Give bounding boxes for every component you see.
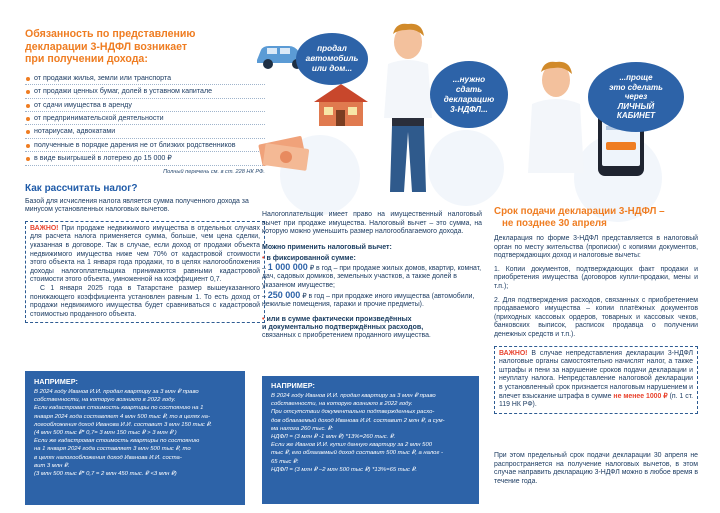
example-line: 65 тыс ₽:: [271, 458, 299, 465]
bubble-line: ...нужно: [452, 74, 486, 84]
example-line: (3 млн 500 тыс ₽* 0,7 = 2 млн 450 тыс. ₽ <3 млн ₽): [34, 471, 177, 478]
example-line: дов облагаемый доход Иванова И.И. составит 2 млн ₽, а сум-: [271, 417, 445, 424]
calc-text: Базой для исчисления налога является сумма полученного дохода за минусом установленных налоговых вычетов.: [25, 197, 249, 214]
bubble-line: или дом...: [311, 64, 353, 73]
bubble-line: ...проще: [619, 73, 653, 83]
deadline-intro: Декларация по форме 3-НДФЛ представляется в налоговый орган по месту жительства (прописки) с копиями документов, подтверждающих доход и налоговые вычеты:: [494, 235, 698, 260]
actual-text: связанных с приобретением проданного имущества.: [262, 331, 431, 339]
final-text: При этом предельный срок подачи декларации 30 апреля не распространяется на получение налоговых вычетов, в этом случае направить декларацию 3-НДФЛ можно в любое время в течение года.: [494, 452, 698, 485]
example-line: на 1 января 2024 года составляет 3 млн 500 тыс ₽, то: [34, 446, 191, 453]
list-item: в виде выигрышей в лотерею до 15 000 ₽: [25, 152, 265, 165]
deduction-question: Можно применить налоговый вычет:: [262, 243, 392, 251]
bubble-line: КАБИНЕТ: [616, 111, 656, 121]
speech-bubble-cabinet: [588, 62, 684, 132]
bullet-dot: •: [262, 253, 267, 262]
example-line: В 2024 году Иванов И.И. продал квартиру за 3 млн ₽ право: [34, 389, 199, 395]
example-line: Если кадастровая стоимость квартиры по состоянию на 1: [34, 405, 204, 412]
document-item-2: 2. Для подтверждения расходов, связанных с приобретением продаваемого имущества – копии платёжных документов (приходных кассовых ордеров, товарных и кассовых чеков, банковских выписок, расписок продавца о получении денежных средств и т.п.).: [494, 296, 698, 338]
example-line: собственности, на которую возникло в 2022 году.: [34, 397, 176, 404]
bubble-line: продал: [317, 44, 347, 53]
house-illustration: [310, 82, 372, 128]
bubble-line: это сделать: [609, 82, 663, 92]
right-column: [494, 206, 698, 414]
example-line: В 2024 году Иванов И.И. продал квартиру за 3 млн ₽ право: [271, 393, 436, 399]
example-line: тыс ₽, его облагаемый доход составит 500 тыс ₽, а налог -: [271, 450, 443, 457]
warning-label: ВАЖНО!: [30, 224, 59, 232]
warning-label: ВАЖНО!: [499, 349, 528, 357]
left-column: [25, 28, 265, 323]
example-line: НДФЛ = (3 млн ₽ –2 млн 500 тыс ₽) *13%=65 тыс ₽.: [271, 466, 417, 473]
warning-paragraph: [499, 350, 693, 410]
bullet-dot: •: [262, 314, 267, 323]
list-item: от предпринимательской деятельности: [25, 112, 265, 125]
calc-heading: Как рассчитать налог?: [25, 182, 138, 194]
example-title: НАПРИМЕР:: [271, 381, 315, 390]
list-item: от продажи жилья, земли или транспорта: [25, 72, 265, 85]
example-box-middle: [262, 376, 479, 504]
warning-text-2: С 1 января 2025 года в Татарстане размер вышеуказанного понижающего коэффициента установлен равным 1. То есть доход от продажи недвижимого имущества будет сравниваться с кадастровой стоимостью проданного объекта.: [30, 284, 260, 318]
amount-text: ₽ в год – при продаже иного имущества (автомобили, нежилые помещения, гаражи и прочие предметы).: [262, 292, 475, 309]
fine-amount: не менее 1000 ₽: [613, 392, 668, 400]
warning-tail: (п. 1 ст. 119 НК РФ).: [499, 392, 693, 409]
actual-heading-line: и документально подтверждённых расходов,: [262, 322, 424, 331]
obligation-title-line: при получении дохода:: [25, 53, 148, 66]
footnote: Полный перечень см. в ст. 228 НК РФ.: [163, 168, 265, 175]
example-line: собственности, на которую возникло в 2022 году.: [271, 401, 413, 408]
bubble-line: через: [624, 92, 648, 102]
fixed-heading: [262, 254, 482, 262]
middle-column: [262, 211, 482, 340]
fixed-heading-text: в фиксированной сумме:: [266, 253, 356, 262]
amount-value: 250 000: [267, 289, 301, 300]
fixed-amount-2: – 250 000 ₽ в год – при продаже иного имущества (автомобили, нежилые помещения, гаражи и прочие предметы).: [262, 289, 475, 309]
obligation-title: [25, 28, 265, 66]
example-line: логообложения доход Иванова И.И. составит 3 млн 150 тыс ₽.: [34, 421, 212, 428]
obligation-title-line: декларации 3-НДФЛ возникает: [25, 40, 188, 53]
warning-text: В случае непредставления декларации 3-НДФЛ налоговые органы самостоятельно начислят налог, а также штрафы и пени за нарушение сроков подачи декларации и неуплату налога. Непредставление налоговой декларации в установленный срок признается налоговым нарушением и влечет взыскание штрафа в сумме: [499, 349, 693, 400]
document-item-1: 1. Копии документов, подтверждающих факт продажи и приобретения имущества (договоров купли-продажи, мены и т.п.);: [494, 265, 698, 290]
actual-heading-line: или в сумме фактически произведённых: [266, 314, 412, 323]
obligation-title-line: Обязанность по представлению: [25, 28, 196, 40]
income-sources-list: [25, 72, 265, 166]
list-item: нотариусам, адвокатами: [25, 125, 265, 138]
speech-bubble-sold: [296, 33, 368, 85]
deduction-intro: Налогоплательщик имеет право на имущественный налоговый вычет при продаже имущества. Налоговый вычет – это сумма, на которую можно уменьшить размер налогооблагаемого дохода.: [262, 211, 482, 236]
example-line: января 2024 года составляет 4 млн 500 тыс ₽, то в целях на-: [34, 413, 210, 420]
warning-box: [25, 221, 265, 324]
person-figure-2: [526, 58, 586, 173]
example-box-left: [25, 371, 245, 505]
money-illustration: [258, 130, 310, 174]
list-item: от продажи ценных бумаг, долей в уставном капитале: [25, 85, 265, 98]
amount-value: 1 000 000: [267, 261, 308, 272]
example-line: вит 3 млн ₽.: [34, 462, 70, 469]
example-line: (4 млн 500 тыс ₽* 0,7= 3 млн 150 тыс ₽ > 3 млн ₽ ): [34, 430, 177, 437]
warning-box-right: [494, 346, 698, 414]
deadline-heading: [494, 206, 698, 229]
deadline-line: не позднее 30 апреля: [502, 217, 607, 229]
amount-text: ₽ в год – при продаже жилых домов, квартир, комнат, дач, садовых домиков, земельных участков, а также долей в указанном имуществе;: [262, 264, 482, 289]
list-item: от сдачи имущества в аренду: [25, 99, 265, 112]
example-line: НДФЛ = (3 млн ₽ -1 млн ₽) *13%=260 тыс. ₽.: [271, 434, 396, 441]
example-line: Если же кадастровая стоимость квартиры по состоянию: [34, 438, 200, 445]
list-item: полученные в порядке дарения не от близких родственников: [25, 139, 265, 152]
example-title: НАПРИМЕР:: [34, 377, 78, 386]
final-note: [494, 452, 698, 486]
bubble-line: автомобиль: [305, 54, 359, 63]
warning-text: При продаже недвижимого имущества в отдельных случаях для расчета налога применяется сумма, больше, чем цена сделки, указанная в договоре. Так в случае, если доход от продажи объекта недвижимого имущества ниже чем 70% от кадастровой стоимости этого объекта на 1 января года продажи, то в целях налогообложения доходы налогоплательщика принимаются равными кадастровой стоимости этого объекта, умноженной на коэффициент 0,7.: [30, 224, 260, 284]
bubble-line: 3-НДФЛ...: [450, 104, 488, 114]
fixed-amount-1: – 1 000 000 ₽ в год – при продаже жилых домов, квартир, комнат, дач, садовых домиков, земельных участков, а также долей в указанном имуществе;: [262, 261, 482, 289]
actual-heading: [262, 315, 482, 331]
example-line: При отсутствии документально подтвержденных расхо-: [271, 409, 435, 416]
example-line: Если же Иванов И.И. купил данную квартиру за 2 млн 500: [271, 442, 432, 449]
bubble-line: сдать: [455, 84, 483, 94]
speech-bubble-declaration: [430, 61, 508, 128]
example-line: в целях налогообложения доход Иванова И.И. соста-: [34, 454, 182, 461]
person-figure-1: [376, 22, 440, 197]
bubble-line: декларацию: [443, 94, 495, 104]
deadline-line: Срок подачи декларации 3-НДФЛ –: [494, 206, 665, 217]
bubble-line: ЛИЧНЫЙ: [617, 101, 655, 111]
example-line: ма налога 260 тыс. ₽:: [271, 425, 334, 432]
warning-paragraph: [30, 225, 260, 285]
